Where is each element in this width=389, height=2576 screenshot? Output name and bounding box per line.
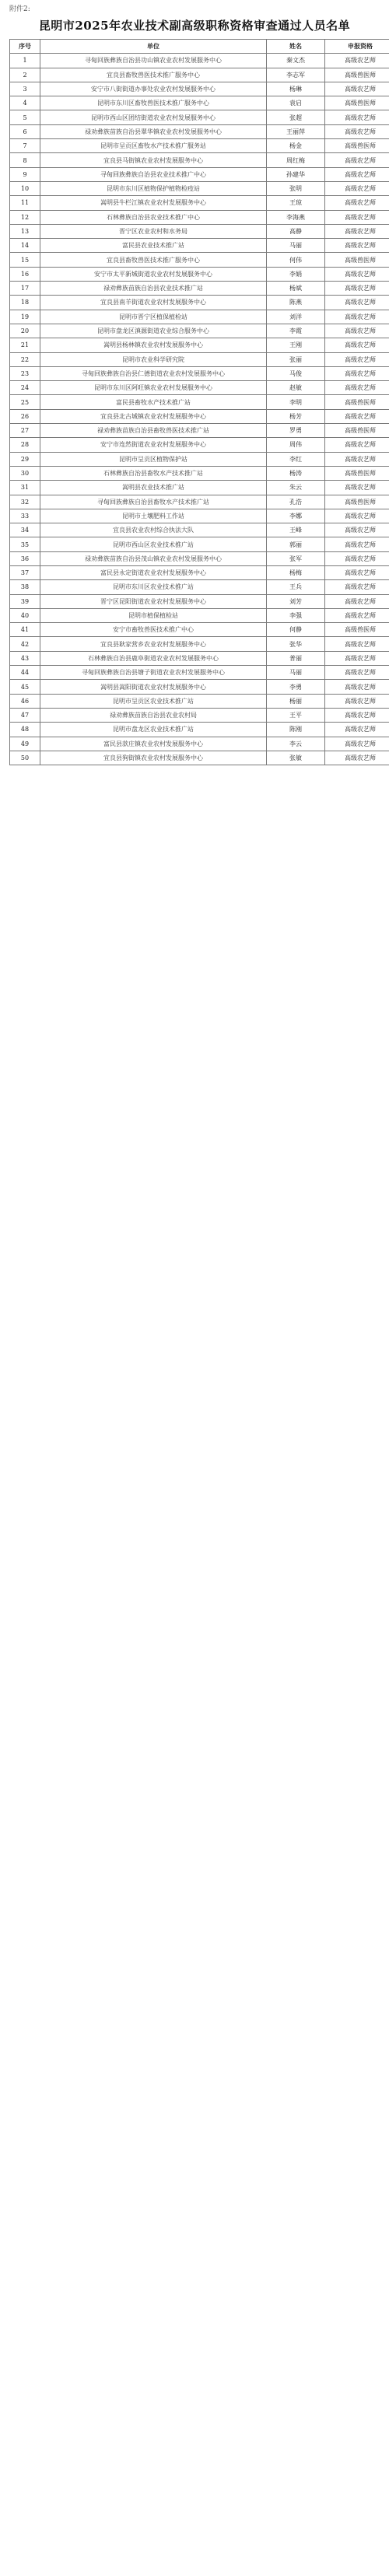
row-unit: 宜良县马街镇农业农村发展服务中心 <box>40 153 267 167</box>
row-level: 高级农艺师 <box>325 338 389 352</box>
row-number: 18 <box>10 296 40 310</box>
row-number: 28 <box>10 438 40 452</box>
row-number: 1 <box>10 54 40 68</box>
row-number: 31 <box>10 481 40 495</box>
attachment-label: 附件2: <box>9 5 30 13</box>
row-level: 高级农艺师 <box>325 751 389 765</box>
row-unit: 晋宁区农业农村和水务局 <box>40 224 267 238</box>
row-unit: 寻甸回族彝族自治县畜牧水产技术推广站 <box>40 495 267 509</box>
row-name: 杨斌 <box>267 282 325 296</box>
row-name: 王平 <box>267 708 325 722</box>
table-row <box>10 381 389 395</box>
row-unit: 昆明市土壤肥料工作站 <box>40 509 267 523</box>
row-number: 37 <box>10 565 40 579</box>
row-level: 高级农艺师 <box>325 381 389 395</box>
row-name: 刘洋 <box>267 310 325 324</box>
table-row <box>10 54 389 68</box>
row-number: 29 <box>10 452 40 466</box>
row-unit: 嵩明县杨林镇农业农村发展服务中心 <box>40 338 267 352</box>
row-name: 何伟 <box>267 253 325 267</box>
row-unit: 嵩明县嵩阳街道农业农村发展服务中心 <box>40 680 267 694</box>
table-row <box>10 352 389 366</box>
row-level: 高级农艺师 <box>325 680 389 694</box>
row-level: 高级农艺师 <box>325 181 389 195</box>
column-header-no: 序号 <box>10 40 40 54</box>
row-unit: 禄劝彝族苗族自治县畜牧兽医技术推广站 <box>40 424 267 438</box>
row-level: 高级农艺师 <box>325 239 389 253</box>
row-name: 周红梅 <box>267 153 325 167</box>
row-number: 4 <box>10 96 40 110</box>
row-name: 周伟 <box>267 438 325 452</box>
table-row <box>10 594 389 608</box>
row-name: 李明 <box>267 395 325 409</box>
row-level: 高级兽医师 <box>325 96 389 110</box>
column-header-name: 姓名 <box>267 40 325 54</box>
row-name: 高静 <box>267 224 325 238</box>
row-level: 高级农艺师 <box>325 167 389 181</box>
row-unit: 石林彝族自治县畜牧水产技术推广站 <box>40 466 267 480</box>
row-level: 高级农艺师 <box>325 637 389 651</box>
row-number: 21 <box>10 338 40 352</box>
row-level: 高级农艺师 <box>325 110 389 124</box>
table-row <box>10 751 389 765</box>
row-number: 2 <box>10 68 40 82</box>
row-name: 王琼 <box>267 196 325 210</box>
table-row <box>10 608 389 622</box>
row-number: 5 <box>10 110 40 124</box>
row-number: 20 <box>10 324 40 338</box>
row-unit: 禄劝彝族苗族自治县翠华镇农业农村发展服务中心 <box>40 124 267 138</box>
table-row <box>10 366 389 380</box>
row-name: 李霞 <box>267 324 325 338</box>
row-unit: 晋宁区昆阳街道农业农村发展服务中心 <box>40 594 267 608</box>
row-name: 罗勇 <box>267 424 325 438</box>
column-header-unit: 单位 <box>40 40 267 54</box>
table-row <box>10 537 389 551</box>
table-row <box>10 565 389 579</box>
table-row <box>10 296 389 310</box>
row-level: 高级农艺师 <box>325 551 389 565</box>
row-level: 高级兽医师 <box>325 253 389 267</box>
table-row <box>10 167 389 181</box>
row-number: 27 <box>10 424 40 438</box>
row-level: 高级兽医师 <box>325 139 389 153</box>
row-unit: 昆明市呈贡区农业技术推广站 <box>40 694 267 708</box>
row-unit: 寻甸回族彝族自治县功山镇农业农村发展服务中心 <box>40 54 267 68</box>
row-unit: 禄劝彝族苗族自治县茂山镇农业农村发展服务中心 <box>40 551 267 565</box>
row-number: 7 <box>10 139 40 153</box>
row-unit: 宜良县畜牧兽医技术推广服务中心 <box>40 253 267 267</box>
row-level: 高级农艺师 <box>325 196 389 210</box>
table-row <box>10 239 389 253</box>
table-row <box>10 680 389 694</box>
row-level: 高级兽医师 <box>325 395 389 409</box>
row-level: 高级农艺师 <box>325 594 389 608</box>
row-number: 41 <box>10 623 40 637</box>
document-title: 昆明市2025年农业技术副高级职称资格审查通过人员名单 <box>38 19 351 33</box>
row-name: 赵敏 <box>267 381 325 395</box>
row-name: 张华 <box>267 637 325 651</box>
row-name: 马丽 <box>267 239 325 253</box>
row-level: 高级农艺师 <box>325 124 389 138</box>
row-level: 高级农艺师 <box>325 723 389 737</box>
row-number: 30 <box>10 466 40 480</box>
table-row <box>10 124 389 138</box>
row-name: 杨丽 <box>267 694 325 708</box>
table-row <box>10 310 389 324</box>
row-unit: 安宁市太平新城街道农业农村发展服务中心 <box>40 267 267 281</box>
table-row <box>10 82 389 96</box>
row-number: 36 <box>10 551 40 565</box>
row-unit: 安宁市畜牧兽医技术推广中心 <box>40 623 267 637</box>
row-level: 高级农艺师 <box>325 694 389 708</box>
table-row <box>10 224 389 238</box>
row-unit: 宜良县农业农村综合执法大队 <box>40 523 267 537</box>
row-unit: 嵩明县农业技术推广站 <box>40 481 267 495</box>
row-unit: 富民县农业技术推广站 <box>40 239 267 253</box>
row-level: 高级农艺师 <box>325 651 389 665</box>
row-unit: 寻甸回族彝族自治县农业技术推广中心 <box>40 167 267 181</box>
table-row <box>10 452 389 466</box>
row-number: 32 <box>10 495 40 509</box>
table-row <box>10 694 389 708</box>
row-name: 陈燕 <box>267 296 325 310</box>
row-name: 秦文杰 <box>267 54 325 68</box>
results-table <box>9 39 389 765</box>
row-number: 39 <box>10 594 40 608</box>
row-unit: 宜良县狗街镇农业农村发展服务中心 <box>40 751 267 765</box>
table-header-row <box>10 40 389 54</box>
row-number: 17 <box>10 282 40 296</box>
table-row <box>10 68 389 82</box>
row-unit: 宜良县南羊街道农业农村发展服务中心 <box>40 296 267 310</box>
row-level: 高级农艺师 <box>325 565 389 579</box>
row-number: 35 <box>10 537 40 551</box>
row-unit: 昆明市东川区植物保护植物检疫站 <box>40 181 267 195</box>
row-name: 何静 <box>267 623 325 637</box>
table-row <box>10 637 389 651</box>
row-level: 高级农艺师 <box>325 366 389 380</box>
row-unit: 宜良县畜牧兽医技术推广服务中心 <box>40 68 267 82</box>
table-row <box>10 651 389 665</box>
row-unit: 昆明市盘龙区农业技术推广站 <box>40 723 267 737</box>
row-level: 高级兽医师 <box>325 623 389 637</box>
row-unit: 寻甸回族彝族自治县仁德街道农业农村发展服务中心 <box>40 366 267 380</box>
row-level: 高级农艺师 <box>325 153 389 167</box>
row-number: 11 <box>10 196 40 210</box>
row-number: 38 <box>10 580 40 594</box>
row-name: 袁启 <box>267 96 325 110</box>
column-header-level: 申报资格 <box>325 40 389 54</box>
row-name: 杨梅 <box>267 565 325 579</box>
row-level: 高级兽医师 <box>325 68 389 82</box>
row-level: 高级农艺师 <box>325 580 389 594</box>
row-unit: 昆明市晋宁区植保植检站 <box>40 310 267 324</box>
row-number: 40 <box>10 608 40 622</box>
row-name: 李志军 <box>267 68 325 82</box>
row-name: 王刚 <box>267 338 325 352</box>
table-row <box>10 153 389 167</box>
row-level: 高级农艺师 <box>325 210 389 224</box>
table-row <box>10 181 389 195</box>
table-row <box>10 523 389 537</box>
table-row <box>10 466 389 480</box>
row-level: 高级农艺师 <box>325 608 389 622</box>
row-unit: 石林彝族自治县农业技术推广中心 <box>40 210 267 224</box>
row-number: 23 <box>10 366 40 380</box>
row-name: 普丽 <box>267 651 325 665</box>
row-name: 李海燕 <box>267 210 325 224</box>
row-unit: 昆明市盘龙区滇源街道农业综合服务中心 <box>40 324 267 338</box>
row-level: 高级农艺师 <box>325 296 389 310</box>
row-name: 杨芳 <box>267 409 325 423</box>
row-unit: 昆明市东川区阿旺镇农业农村发展服务中心 <box>40 381 267 395</box>
table-row <box>10 509 389 523</box>
row-number: 46 <box>10 694 40 708</box>
row-level: 高级农艺师 <box>325 666 389 680</box>
row-number: 48 <box>10 723 40 737</box>
results-sheet <box>9 39 380 765</box>
row-name: 杨金 <box>267 139 325 153</box>
row-unit: 禄劝彝族苗族自治县农业农村局 <box>40 708 267 722</box>
row-unit: 昆明市东川区农业技术推广站 <box>40 580 267 594</box>
table-row <box>10 409 389 423</box>
table-row <box>10 110 389 124</box>
table-body <box>10 54 389 765</box>
row-name: 陈刚 <box>267 723 325 737</box>
row-level: 高级农艺师 <box>325 438 389 452</box>
row-name: 李云 <box>267 737 325 751</box>
row-name: 孙建华 <box>267 167 325 181</box>
table-row <box>10 666 389 680</box>
row-unit: 昆明市西山区团结街道农业农村发展服务中心 <box>40 110 267 124</box>
row-name: 李娟 <box>267 267 325 281</box>
table-row <box>10 495 389 509</box>
row-number: 14 <box>10 239 40 253</box>
row-name: 李勇 <box>267 680 325 694</box>
row-level: 高级农艺师 <box>325 452 389 466</box>
row-number: 6 <box>10 124 40 138</box>
row-name: 张敏 <box>267 751 325 765</box>
row-unit: 富民县永定街道农业农村发展服务中心 <box>40 565 267 579</box>
row-level: 高级农艺师 <box>325 737 389 751</box>
row-level: 高级农艺师 <box>325 708 389 722</box>
row-unit: 富民县畜牧水产技术推广站 <box>40 395 267 409</box>
row-number: 33 <box>10 509 40 523</box>
row-name: 李强 <box>267 608 325 622</box>
row-name: 李娜 <box>267 509 325 523</box>
row-number: 8 <box>10 153 40 167</box>
row-number: 24 <box>10 381 40 395</box>
table-row <box>10 282 389 296</box>
table-row <box>10 438 389 452</box>
row-level: 高级兽医师 <box>325 424 389 438</box>
row-name: 朱云 <box>267 481 325 495</box>
row-level: 高级农艺师 <box>325 352 389 366</box>
row-name: 杨琳 <box>267 82 325 96</box>
row-name: 李红 <box>267 452 325 466</box>
table-row <box>10 708 389 722</box>
row-name: 郭丽 <box>267 537 325 551</box>
row-unit: 昆明市农业科学研究院 <box>40 352 267 366</box>
table-row <box>10 580 389 594</box>
row-number: 25 <box>10 395 40 409</box>
row-level: 高级农艺师 <box>325 481 389 495</box>
row-name: 张明 <box>267 181 325 195</box>
table-row <box>10 267 389 281</box>
row-number: 26 <box>10 409 40 423</box>
row-number: 16 <box>10 267 40 281</box>
row-unit: 寻甸回族彝族自治县塘子街道农业农村发展服务中心 <box>40 666 267 680</box>
row-level: 高级兽医师 <box>325 495 389 509</box>
row-number: 42 <box>10 637 40 651</box>
row-number: 34 <box>10 523 40 537</box>
row-level: 高级农艺师 <box>325 82 389 96</box>
row-name: 王丽萍 <box>267 124 325 138</box>
row-level: 高级农艺师 <box>325 310 389 324</box>
table-row <box>10 338 389 352</box>
table-row <box>10 196 389 210</box>
row-unit: 石林彝族自治县鹿阜街道农业农村发展服务中心 <box>40 651 267 665</box>
row-name: 张军 <box>267 551 325 565</box>
row-number: 9 <box>10 167 40 181</box>
row-unit: 宜良县耿家营乡农业农村发展服务中心 <box>40 637 267 651</box>
row-unit: 安宁市连然街道农业农村发展服务中心 <box>40 438 267 452</box>
row-level: 高级农艺师 <box>325 224 389 238</box>
table-row <box>10 551 389 565</box>
table-row <box>10 395 389 409</box>
row-level: 高级兽医师 <box>325 466 389 480</box>
row-unit: 禄劝彝族苗族自治县农业技术推广站 <box>40 282 267 296</box>
row-level: 高级农艺师 <box>325 324 389 338</box>
row-name: 马丽 <box>267 666 325 680</box>
row-level: 高级农艺师 <box>325 282 389 296</box>
row-name: 孔浩 <box>267 495 325 509</box>
row-name: 王峰 <box>267 523 325 537</box>
row-unit: 安宁市八街街道办事处农业农村发展服务中心 <box>40 82 267 96</box>
row-unit: 昆明市西山区农业技术推广站 <box>40 537 267 551</box>
row-unit: 富民县款庄镇农业农村发展服务中心 <box>40 737 267 751</box>
row-number: 10 <box>10 181 40 195</box>
row-number: 19 <box>10 310 40 324</box>
row-name: 张丽 <box>267 352 325 366</box>
row-level: 高级农艺师 <box>325 267 389 281</box>
row-number: 15 <box>10 253 40 267</box>
row-level: 高级农艺师 <box>325 409 389 423</box>
row-number: 22 <box>10 352 40 366</box>
row-number: 50 <box>10 751 40 765</box>
row-number: 13 <box>10 224 40 238</box>
table-row <box>10 96 389 110</box>
row-unit: 宜良县北古城镇农业农村发展服务中心 <box>40 409 267 423</box>
table-row <box>10 481 389 495</box>
row-level: 高级农艺师 <box>325 537 389 551</box>
row-unit: 嵩明县牛栏江镇农业农村发展服务中心 <box>40 196 267 210</box>
table-row <box>10 623 389 637</box>
table-row <box>10 737 389 751</box>
table-row <box>10 324 389 338</box>
row-number: 44 <box>10 666 40 680</box>
table-row <box>10 253 389 267</box>
row-unit: 昆明市东川区畜牧兽医技术推广服务中心 <box>40 96 267 110</box>
row-number: 3 <box>10 82 40 96</box>
row-level: 高级农艺师 <box>325 509 389 523</box>
table-row <box>10 424 389 438</box>
row-unit: 昆明市呈贡区植物保护站 <box>40 452 267 466</box>
row-level: 高级农艺师 <box>325 54 389 68</box>
row-number: 12 <box>10 210 40 224</box>
row-level: 高级农艺师 <box>325 523 389 537</box>
row-name: 杨涛 <box>267 466 325 480</box>
row-name: 张超 <box>267 110 325 124</box>
table-row <box>10 139 389 153</box>
table-row <box>10 723 389 737</box>
row-number: 47 <box>10 708 40 722</box>
row-number: 43 <box>10 651 40 665</box>
row-unit: 昆明市植保植检站 <box>40 608 267 622</box>
row-name: 马俊 <box>267 366 325 380</box>
table-row <box>10 210 389 224</box>
row-number: 49 <box>10 737 40 751</box>
row-number: 45 <box>10 680 40 694</box>
row-name: 王兵 <box>267 580 325 594</box>
row-unit: 昆明市呈贡区畜牧水产技术推广服务站 <box>40 139 267 153</box>
row-name: 刘芳 <box>267 594 325 608</box>
